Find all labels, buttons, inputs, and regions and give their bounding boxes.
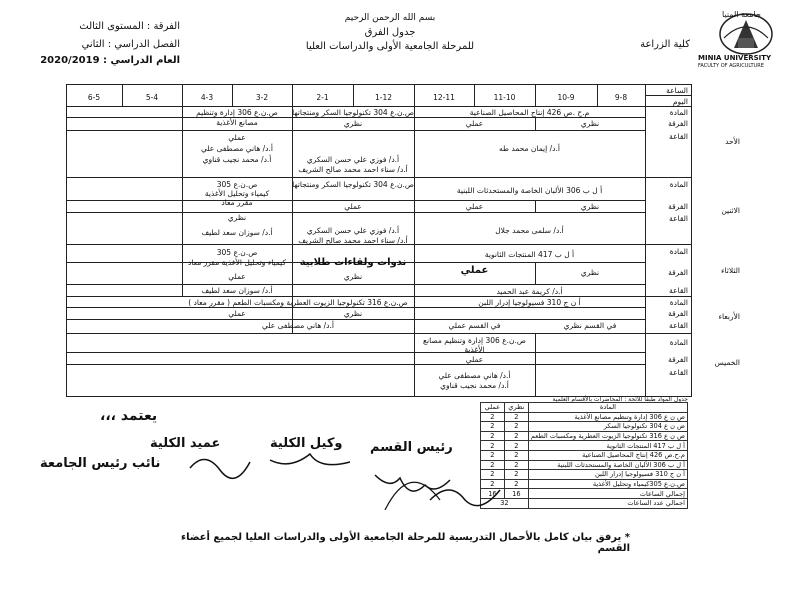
wed-oils-practical: عملي bbox=[228, 309, 246, 318]
summary-cell: 2 bbox=[481, 431, 505, 441]
sun-sugar-subject: ص.ن.ع 304 تكنولوجيا السكر ومنتجاتها bbox=[292, 108, 414, 117]
sun-crop-practical: عملي bbox=[465, 119, 484, 128]
summary-cell: 2 bbox=[504, 441, 528, 451]
table-row bbox=[481, 460, 688, 470]
slot-9-8: 9-8 bbox=[614, 93, 628, 102]
sun-sugar-staff-1: أ.د/ فوزي علي حسن السكري bbox=[306, 155, 400, 164]
summary-table bbox=[480, 402, 688, 509]
sun-crop-staff: أ.د/ إيمان محمد طه bbox=[499, 144, 560, 153]
faculty-name: كلية الزراعة bbox=[640, 39, 690, 50]
summary-cell: 16 bbox=[504, 489, 528, 499]
table-row bbox=[481, 470, 688, 480]
row-group-mon: الفرقة bbox=[668, 202, 688, 211]
handwritten-signatures bbox=[150, 440, 460, 510]
sun-mgmt-staff-1: أ.د/ هاني مصطفى علي bbox=[201, 144, 273, 153]
summary-caption: جدول المواد طبقا للائحة : المحاضرات بالأقسام العلمية bbox=[552, 396, 688, 403]
summary-cell: 2 bbox=[481, 441, 505, 451]
summary-cell: أ ل ب 417 المنتجات الثانوية bbox=[528, 441, 687, 451]
mon-sugar-staff-2: أ.د/ سناء احمد محمد صالح الشريف bbox=[298, 236, 408, 245]
mon-sugar-subject: ص.ن.ع 304 تكنولوجيا السكر ومنتجاتها bbox=[292, 180, 414, 189]
row-subject-wed: المادة bbox=[669, 298, 688, 307]
mon-chem-subject-1: ص.ن.ع 305 bbox=[216, 180, 258, 189]
tue-chem-staff: أ.د/ سوزان سعد لطيف bbox=[201, 286, 273, 295]
summary-head-practical: عملي bbox=[481, 403, 505, 413]
mon-sugar-staff-1: أ.د/ فوزي علي حسن السكري bbox=[306, 226, 400, 235]
slot-6-5: 6-5 bbox=[87, 93, 101, 102]
dean-label: عميد الكلية bbox=[150, 436, 221, 451]
summary-cell: م.ح.ص 426 إنتاج المحاصيل الصناعية bbox=[528, 450, 687, 460]
row-group-tue: الفرقة bbox=[668, 268, 688, 277]
mon-chem-group: نظري bbox=[227, 213, 247, 222]
summary-cell: أ ل ب 306 الألبان الخاصة والمستحدثات اللبنية bbox=[528, 460, 687, 470]
title-line-1: جدول الفرق bbox=[364, 27, 416, 38]
slot-11-10: 11-10 bbox=[493, 93, 516, 102]
tue-chem-subject-1: ص.ن.ع 305 bbox=[216, 248, 258, 257]
tue-byproducts-practical: عملي bbox=[460, 265, 489, 276]
thu-mgmt-staff-1: أ.د/ هاني مصطفى علي bbox=[438, 371, 511, 380]
vice-president-label: نائب رئيس الجامعة bbox=[40, 456, 161, 471]
vice-dean-label: وكيل الكلية bbox=[270, 436, 343, 451]
mon-dairy-theory: نظري bbox=[580, 202, 600, 211]
row-hall-thu: القاعة bbox=[669, 368, 688, 377]
wed-dept-practical: في القسم عملي bbox=[448, 321, 501, 330]
day-monday: الاثنين bbox=[721, 206, 740, 215]
summary-cell: 2 bbox=[481, 470, 505, 480]
slot-1-12: 1-12 bbox=[374, 93, 393, 102]
day-sunday: الأحد bbox=[725, 137, 740, 146]
day-thursday: الخميس bbox=[714, 358, 740, 367]
mon-dairy-subject: أ ل ب 306 الألبان الخاصة والمستحدثات اللبنية bbox=[456, 186, 603, 195]
tue-byproducts-staff: أ.د/ كريمة عبد الحميد bbox=[496, 287, 563, 296]
approval-label: يعتمد ،،، bbox=[100, 408, 158, 424]
wed-oils-staff: أ.د/ هاني مصطفى علي bbox=[262, 321, 334, 330]
summary-cell: اجمالي عدد الساعات bbox=[528, 498, 687, 508]
slot-5-4: 5-4 bbox=[145, 93, 159, 102]
table-row bbox=[481, 450, 688, 460]
summary-cell: 32 bbox=[481, 498, 529, 508]
summary-cell: 2 bbox=[481, 450, 505, 460]
basmala: بسم الله الرحمن الرحيم bbox=[344, 13, 436, 23]
slot-4-3: 4-3 bbox=[200, 93, 214, 102]
logo-english: MINIA UNIVERSITY bbox=[698, 54, 772, 62]
summary-head-subject: المادة bbox=[528, 403, 687, 413]
table-row bbox=[481, 441, 688, 451]
wed-oils-theory: نظري bbox=[343, 309, 363, 318]
signature-scribble bbox=[420, 470, 510, 520]
thu-mgmt-group: عملي bbox=[465, 355, 484, 364]
row-subject-tue: المادة bbox=[669, 247, 688, 256]
sun-mgmt-subject-2: مصانع الأغذية bbox=[216, 118, 258, 127]
mon-chem-subject-3: مقرر معاد bbox=[221, 198, 253, 207]
summary-cell: ص.ن.ع 305كيمياء وتحليل الأغذية bbox=[528, 479, 687, 489]
table-row bbox=[481, 479, 688, 489]
mon-dairy-staff: أ.د/ سلمى محمد جلال bbox=[495, 226, 564, 235]
summary-cell: 2 bbox=[481, 412, 505, 422]
summary-cell: ص ن ع 304 تكنولوجيا السكر bbox=[528, 422, 687, 432]
summary-cell: ص ن ع 306 إدارة وتنظيم مصانع الأغذية bbox=[528, 412, 687, 422]
tue-chem-subject-2: كيمياء وتحليل الأغذية مقرر معاد bbox=[188, 258, 286, 267]
summary-cell: 16 bbox=[481, 489, 505, 499]
summary-cell: 2 bbox=[504, 470, 528, 480]
summary-cell: ص ن ع 316 تكنولوجيا الزيوت العطرية ومكسبات الطعم bbox=[528, 431, 687, 441]
sun-sugar-group: نظري bbox=[343, 119, 363, 128]
logo-subtitle: FACULTY OF AGRICULTURE bbox=[698, 63, 764, 69]
slot-3-2: 3-2 bbox=[255, 93, 269, 102]
tue-chem-group: عملي bbox=[228, 272, 246, 281]
summary-head-theory: نظري bbox=[504, 403, 528, 413]
thu-mgmt-staff-2: أ.د/ محمد نجيب قناوي bbox=[440, 381, 509, 390]
row-subject-mon: المادة bbox=[669, 180, 688, 189]
row-hall-wed: القاعة bbox=[669, 321, 688, 330]
summary-cell: 2 bbox=[481, 460, 505, 470]
row-subject-thu: المادة bbox=[669, 338, 688, 347]
tue-seminar: ندوات ولقاءات طلابية bbox=[299, 257, 407, 268]
dept-head-label: رئيس القسم bbox=[370, 440, 453, 455]
mon-sugar-group: عملي bbox=[344, 202, 362, 211]
wed-oils-subject: ص.ن.ع 316 تكنولوجيا الزيوت العطرية ومكسبات الطعم ( مقرر معاد ) bbox=[188, 298, 408, 307]
footnote: * يرفق بيان كامل بالأحمال التدريسية للمرحلة الجامعية الأولى والدراسات العليا لجميع أعضاء القسم bbox=[180, 532, 630, 554]
summary-cell: 2 bbox=[504, 450, 528, 460]
table-row bbox=[481, 412, 688, 422]
mon-dairy-practical: عملي bbox=[465, 202, 484, 211]
hour-label: الساعة bbox=[666, 86, 688, 95]
thu-mgmt-subject-2: الأغذية bbox=[464, 345, 485, 354]
row-hall-sun: القاعة bbox=[669, 132, 688, 141]
row-group-wed: الفرقة bbox=[668, 309, 688, 318]
thu-mgmt-subject-1: ص.ن.ع 306 إدارة وتنظيم مصانع bbox=[422, 336, 526, 345]
wed-physio-subject: أ ن ج 310 فسيولوجيا إدرار اللبن bbox=[478, 298, 581, 307]
mon-chem-subject-2: كيمياء وتحليل الأغذية bbox=[204, 189, 270, 198]
summary-header-row bbox=[481, 403, 688, 413]
table-row bbox=[481, 489, 688, 499]
wed-dept-theory: في القسم نظري bbox=[563, 321, 617, 330]
row-hall-mon: القاعة bbox=[669, 214, 688, 223]
title-line-2: للمرحلة الجامعية الأولى والدراسات العليا bbox=[305, 41, 475, 52]
summary-cell: 2 bbox=[504, 460, 528, 470]
logo-arabic: جامعة المنيا bbox=[722, 10, 761, 19]
summary-cell: 2 bbox=[504, 479, 528, 489]
sun-mgmt-group: عملي bbox=[228, 133, 246, 142]
day-tuesday: الثلاثاء bbox=[720, 266, 740, 275]
summary-cell: 2 bbox=[504, 431, 528, 441]
table-row bbox=[481, 431, 688, 441]
sun-mgmt-staff-2: أ.د/ محمد نجيب قناوي bbox=[202, 155, 272, 164]
table-row bbox=[481, 498, 688, 508]
sun-sugar-staff-2: أ.د/ سناء احمد محمد صالح الشريف bbox=[298, 165, 408, 174]
table-row bbox=[481, 422, 688, 432]
summary-cell: 2 bbox=[481, 479, 505, 489]
slot-12-11: 12-11 bbox=[433, 93, 455, 102]
summary-cell: 2 bbox=[504, 422, 528, 432]
tue-seminar-type: نظري bbox=[343, 272, 363, 281]
day-wednesday: الأربعاء bbox=[718, 312, 740, 321]
university-logo bbox=[694, 8, 792, 72]
slot-10-9: 10-9 bbox=[557, 93, 575, 102]
sun-crop-subject: م.ح .ص 426 إنتاج المحاصيل الصناعية bbox=[469, 108, 590, 117]
sun-mgmt-subject-1: ص.ن.ع 306 إدارة وتنظيم bbox=[196, 108, 278, 117]
row-hall-tue: القاعة bbox=[669, 286, 688, 295]
mon-chem-staff: أ.د/ سوزان سعد لطيف bbox=[201, 228, 273, 237]
level-label: الفرقة : المستوى الثالث bbox=[79, 21, 180, 32]
year-label: العام الدراسي : 2020/2019 bbox=[40, 55, 180, 66]
row-group-sun: الفرقة bbox=[668, 119, 688, 128]
day-label: اليوم bbox=[672, 97, 688, 106]
tue-byproducts-subject: أ ل ب 417 المنتجات الثانوية bbox=[484, 250, 575, 259]
summary-cell: إجمالي الساعات bbox=[528, 489, 687, 499]
row-subject-sun: المادة bbox=[669, 108, 688, 117]
row-group-thu: الفرقة bbox=[668, 355, 688, 364]
slot-2-1: 2-1 bbox=[316, 93, 329, 102]
sun-crop-theory: نظري bbox=[580, 119, 600, 128]
summary-cell: 2 bbox=[481, 422, 505, 432]
tue-byproducts-theory: نظري bbox=[580, 268, 600, 277]
summary-cell: 2 bbox=[504, 412, 528, 422]
summary-cell: أ ن ج 310 فسيولوجيا إدرار اللبن bbox=[528, 470, 687, 480]
semester-label: الفصل الدراسي : الثاني bbox=[81, 39, 180, 50]
